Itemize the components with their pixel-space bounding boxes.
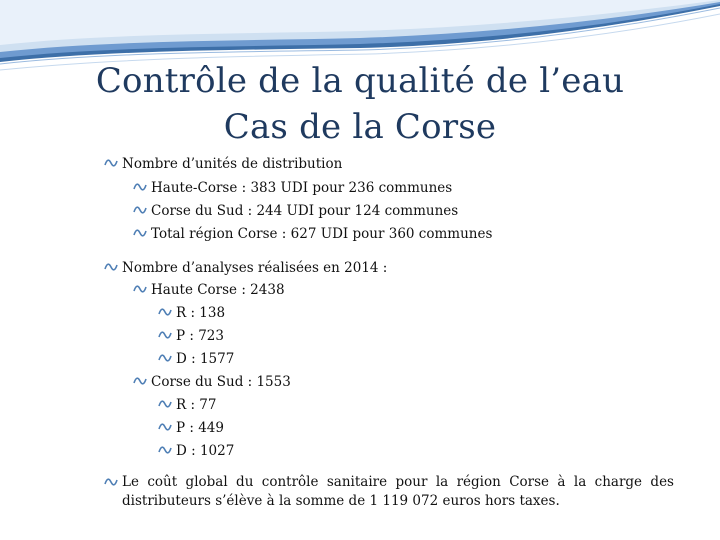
corse-du-sud-label: Corse du Sud : 1553 <box>151 374 291 390</box>
title-line-2: Cas de la Corse <box>223 107 497 147</box>
wave-bullet-icon <box>158 399 170 409</box>
wave-bullet-icon <box>158 330 170 340</box>
title-line-1: Contrôle de la qualité de l’eau <box>95 61 625 101</box>
haute-corse-label: Haute Corse : 2438 <box>151 282 285 298</box>
wave-bullet-icon <box>133 376 145 386</box>
wave-bullet-icon <box>104 262 116 272</box>
wave-bullet-icon <box>133 228 145 238</box>
haute-corse-item: R : 138 <box>176 305 226 321</box>
wave-bullet-icon <box>158 445 170 455</box>
wave-bullet-icon <box>158 422 170 432</box>
wave-bullet-icon <box>158 307 170 317</box>
wave-bullet-icon <box>104 158 116 168</box>
section1-item: Total région Corse : 627 UDI pour 360 communes <box>151 226 493 242</box>
wave-bullet-icon <box>133 205 145 215</box>
haute-corse-item: P : 723 <box>176 328 224 344</box>
section3-paragraph: Le coût global du contrôle sanitaire pour la région Corse à la charge des distributeurs s’élève à la somme de 1 119 072 euros hors taxes. <box>122 474 674 509</box>
section1-heading: Nombre d’unités de distribution <box>122 156 343 172</box>
corse-du-sud-item: D : 1027 <box>176 443 235 459</box>
wave-bullet-icon <box>158 353 170 363</box>
corse-du-sud-item: R : 77 <box>176 397 217 413</box>
section1-item: Haute-Corse : 383 UDI pour 236 communes <box>151 180 453 196</box>
section1-item: Corse du Sud : 244 UDI pour 124 communes <box>151 203 459 219</box>
wave-bullet-icon <box>133 284 145 294</box>
wave-bullet-icon <box>104 477 116 487</box>
corse-du-sud-item: P : 449 <box>176 420 224 436</box>
haute-corse-item: D : 1577 <box>176 351 235 367</box>
wave-bullet-icon <box>133 182 145 192</box>
section2-heading: Nombre d’analyses réalisées en 2014 : <box>122 260 388 276</box>
